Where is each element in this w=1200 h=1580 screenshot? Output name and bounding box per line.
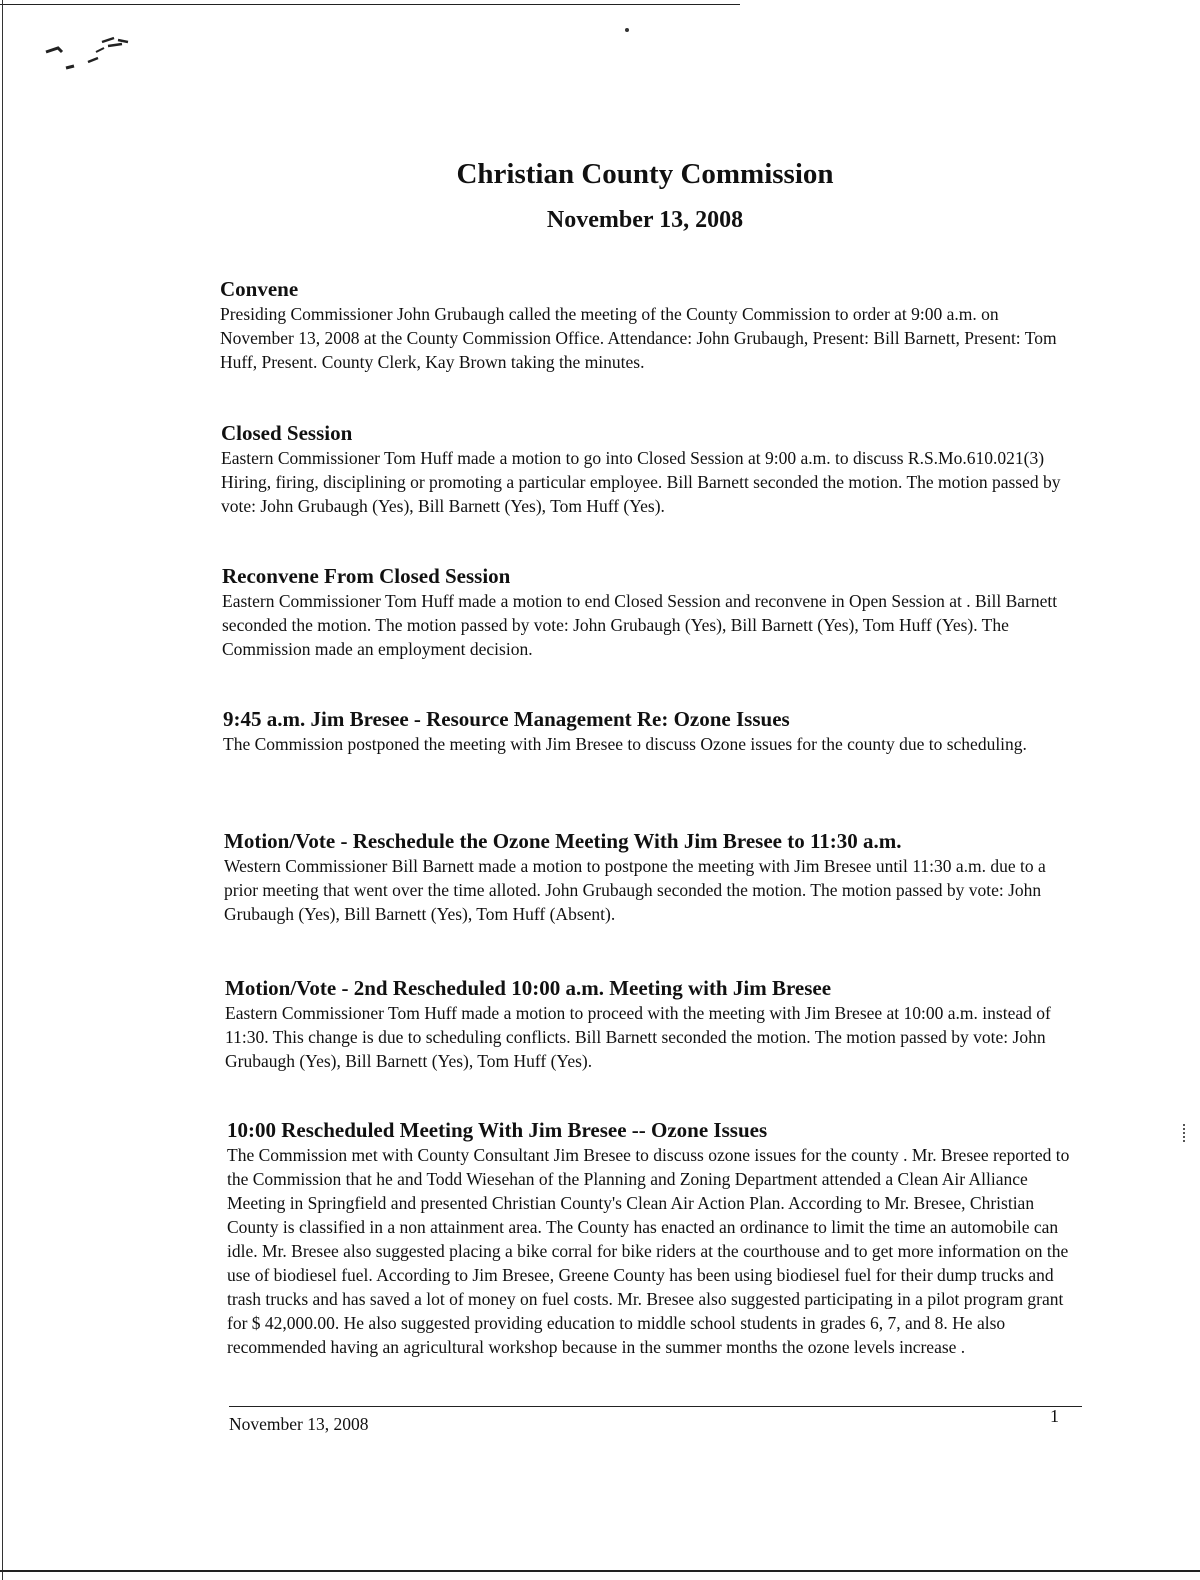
section-rescheduled-meeting <box>227 1117 1077 1359</box>
scan-artifact-mark <box>1183 1124 1187 1142</box>
section-heading: Motion/Vote - 2nd Rescheduled 10:00 a.m. Meeting with Jim Bresee <box>225 976 832 1000</box>
section-convene <box>220 276 1070 374</box>
section-heading: Motion/Vote - Reschedule the Ozone Meeting With Jim Bresee to 11:30 a.m. <box>224 829 902 853</box>
page-number: 1 <box>1050 1406 1059 1426</box>
section-body: The Commission met with County Consultant Jim Bresee to discuss ozone issues for the county . Mr. Bresee reported to the Commission that he and Todd Wiesehan of the Planning and Zoning Department attended a Clean Air Alliance Meeting in Springfield and presented Christian County's Clean Air Action Plan. According to Mr. Bresee, Christian County is classified in a non attainment area. The County has enacted an ordinance to limit the time an automobile can idle. Mr. Bresee also suggested placing a bike corral for bike riders at the courthouse and to get more information on the use of biodiesel fuel. According to Jim Bresee, Greene County has been using biodiesel fuel for their dump trucks and trash trucks and has saved a lot of money on fuel costs. Mr. Bresee also suggested participating in a pilot program grant for $ 42,000.00. He also suggested providing education to middle school students in grades 6, 7, and 8. He also recommended having an agricultural workshop because in the summer months the ozone levels increase . <box>227 1145 1070 1357</box>
section-heading: Convene <box>220 277 299 301</box>
section-closed-session <box>221 420 1071 518</box>
section-body: The Commission postponed the meeting with Jim Bresee to discuss Ozone issues for the county due to scheduling. <box>223 734 1027 754</box>
scan-artifact-dot <box>625 28 629 32</box>
scan-top-rule <box>0 4 740 5</box>
document-header <box>0 152 1200 238</box>
section-reconvene <box>222 563 1072 661</box>
section-body: Eastern Commissioner Tom Huff made a motion to end Closed Session and reconvene in Open Session at . Bill Barnett seconded the motion. The motion passed by vote: John Grubaugh (Yes), Bill Barnett (Yes), Tom Huff (Yes). The Commission made an employment decision. <box>222 591 1058 659</box>
section-motion-second-reschedule <box>225 975 1075 1073</box>
scan-artifact-speck-icon <box>32 30 142 80</box>
section-ozone-issues-945 <box>223 706 1073 756</box>
section-body: Eastern Commissioner Tom Huff made a motion to go into Closed Session at 9:00 a.m. to discuss R.S.Mo.610.021(3) Hiring, firing, disciplining or promoting a particular employee. Bill Barnett seconded the motion. The motion passed by vote: John Grubaugh (Yes), Bill Barnett (Yes), Tom Huff (Yes). <box>221 448 1061 516</box>
section-heading: Closed Session <box>221 421 353 445</box>
section-heading: Reconvene From Closed Session <box>222 564 511 588</box>
scan-bottom-edge <box>0 1570 1200 1572</box>
section-body: Eastern Commissioner Tom Huff made a motion to proceed with the meeting with Jim Bresee at 10:00 a.m. instead of 11:30. This change is due to scheduling conflicts. Bill Barnett seconded the motion. The motion passed by vote: John Grubaugh (Yes), Bill Barnett (Yes), Tom Huff (Yes). <box>225 1003 1051 1071</box>
document-title: Christian County Commission <box>456 158 834 190</box>
section-body: Western Commissioner Bill Barnett made a motion to postpone the meeting with Jim Bresee until 11:30 a.m. due to a prior meeting that went over the time alloted. John Grubaugh seconded the motion. The motion passed by vote: John Grubaugh (Yes), Bill Barnett (Yes), Tom Huff (Absent). <box>224 856 1046 924</box>
section-heading: 9:45 a.m. Jim Bresee - Resource Management Re: Ozone Issues <box>223 707 790 731</box>
section-body: Presiding Commissioner John Grubaugh called the meeting of the County Commission to order at 9:00 a.m. on November 13, 2008 at the County Commission Office. Attendance: John Grubaugh, Present: Bill Barnett, Present: Tom Huff, Present. County Clerk, Kay Brown taking the minutes. <box>220 304 1057 372</box>
section-motion-reschedule <box>224 828 1074 926</box>
document-date: November 13, 2008 <box>546 207 744 233</box>
footer-date: November 13, 2008 <box>229 1414 369 1434</box>
section-heading: 10:00 Rescheduled Meeting With Jim Bresee -- Ozone Issues <box>227 1118 768 1142</box>
footer-rule <box>229 1406 1082 1407</box>
